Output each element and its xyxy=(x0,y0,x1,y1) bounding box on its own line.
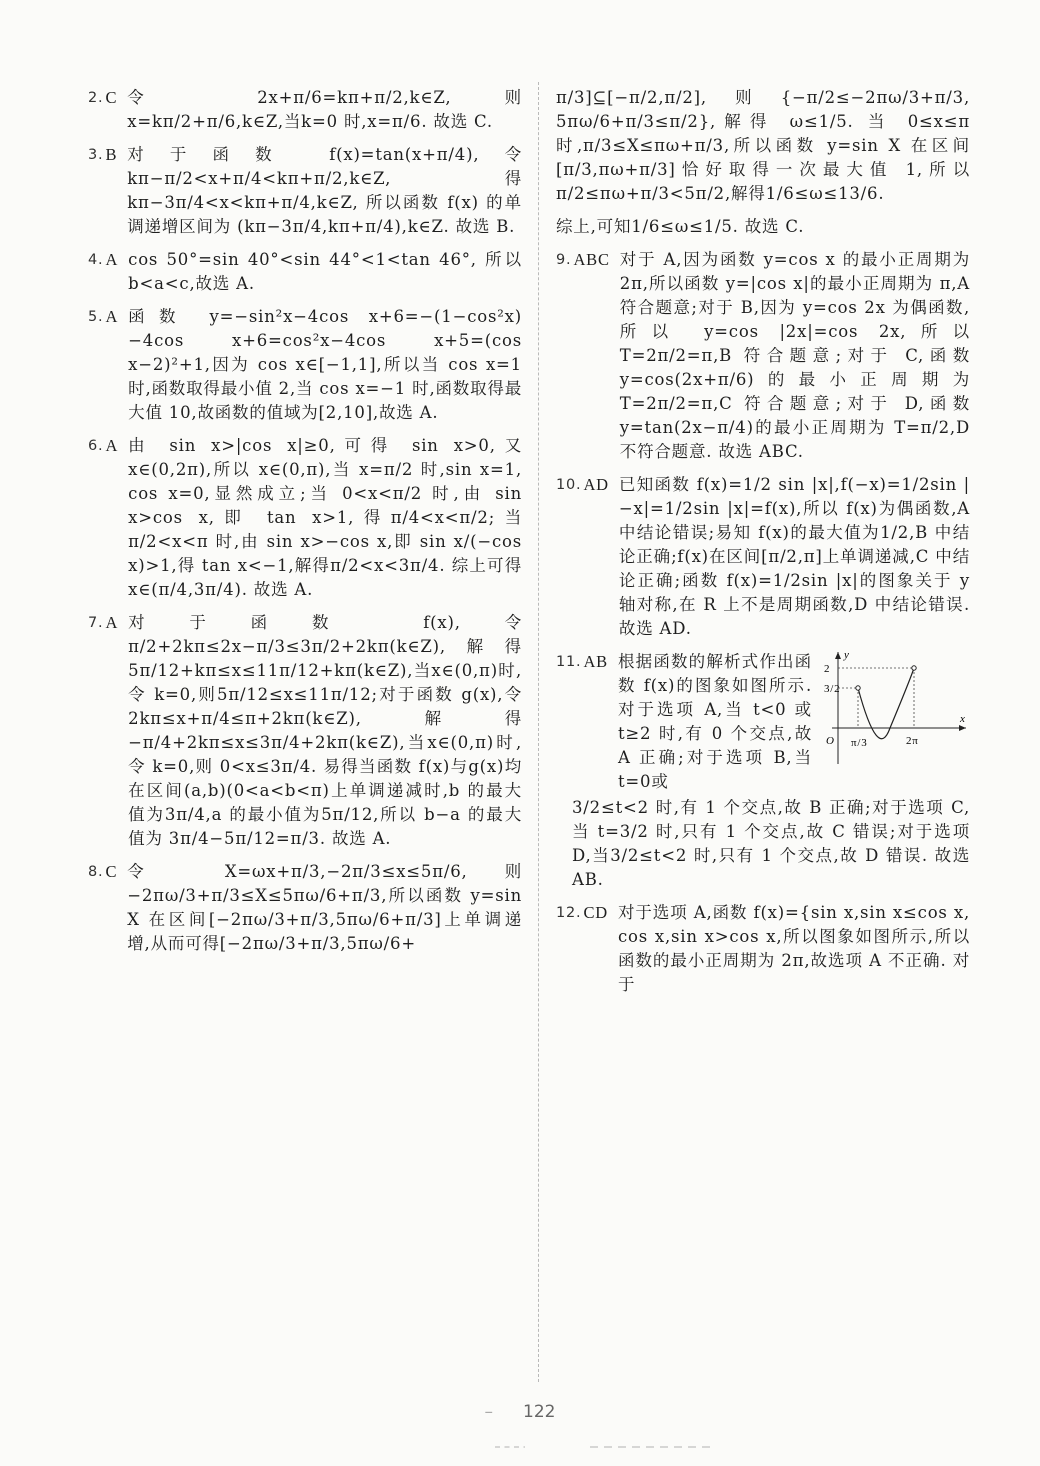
item-answer: AD xyxy=(583,475,609,494)
item-answer: ABC xyxy=(573,250,610,269)
item-text: 由 sin x>|cos x|≥0,可得 sin x>0,又 x∈(0,2π),所以 x∈(0,π),当 x=π/2 时,sin x=1, cos x=0,显然成立;当 0<x<π/2 时,由 sin x>cos x,即 tan x>1,得π/4<x<π/2;当π/2<x<π 时,由 sin x>−cos x,即 sin x/(−cos x)>1,得 tan x<−1,解得π/2<x<3π/4. 综上可得 x∈(π/4,3π/4). 故选 A. xyxy=(128,436,522,599)
item-number: 8. xyxy=(88,864,104,880)
item-answer: A xyxy=(105,436,119,455)
item-text: 对于 A,因为函数 y=cos x 的最小正周期为 2π,所以函数 y=|cos x|的最小正周期为 π,A 符合题意;对于 B,因为 y=cos 2x 为偶函数,所以 y=cos |2x|=cos 2x,所以 T=2π/2=π,B 符合题意;对于 C,函数 y=cos(2x+π/6)的最小正周期为 T=2π/2=π,C 符合题意;对于 D,函数 y=tan(2x−π/4)的最小正周期为 T=π/2,D 不符合题意. 故选 ABC. xyxy=(619,250,970,461)
item-number: 11. xyxy=(556,654,582,670)
open-endpoint xyxy=(856,686,860,690)
right-column xyxy=(556,86,970,1370)
item-text: cos 50°=sin 40°<sin 44°<1<tan 46°, 所以 b<a<c,故选 A. xyxy=(128,250,522,293)
solution-item-11 xyxy=(556,650,970,794)
open-endpoint xyxy=(912,666,916,670)
item-11-continuation: 3/2≤t<2 时,有 1 个交点,故 B 正确;对于选项 C,当 t=3/2 时,只有 1 个交点,故 C 错误;对于选项 D,当3/2≤t<2 时,只有 1 个交点,故 D 错误. 故选 AB. xyxy=(572,798,970,889)
item-number: 9. xyxy=(556,252,572,268)
item-answer: A xyxy=(105,613,119,632)
item-11-body xyxy=(618,650,970,794)
item-text: 对于选项 A,函数 f(x)={sin x,sin x≤cos x, cos x,sin x>cos x,所以图象如图所示,所以函数的最小正周期为 2π,故选项 A 不正确. 对于 xyxy=(618,903,970,994)
solution-item xyxy=(556,473,970,641)
item-8-continuation: π/3]⊆[−π/2,π/2],则{−π/2≤−2πω/3+π/3, 5πω/6+π/3≤π/2},解得 ω≤1/5. 当 0≤x≤π 时,π/3≤X≤πω+π/3,所以函数 y=sin X 在区间[π/3,πω+π/3]恰好取得一次最大值 1,所以π/2≤πω+π/3<5π/2,解得1/6≤ω≤13/6. xyxy=(556,88,970,203)
item-answer: C xyxy=(105,862,118,881)
item-number: 3. xyxy=(88,147,104,163)
item-answer: CD xyxy=(583,903,608,922)
footer-decoration xyxy=(0,1446,1040,1448)
item-text: 令 X=ωx+π/3,−2π/3≤x≤5π/6,则−2πω/3+π/3≤X≤5πω/6+π/3,所以函数 y=sin X 在区间[−2πω/3+π/3,5πω/6+π/3]上单调递增,从而可得[−2πω/3+π/3,5πω/6+ xyxy=(127,862,522,953)
solution-item xyxy=(88,434,522,602)
page-number xyxy=(0,1402,1040,1422)
x-tick-label: 2π xyxy=(906,735,919,747)
item-text: 根据函数的解析式作出函数 f(x)的图象如图所示. 对于选项 A,当 t<0 或 t≥2 时,有 0 个交点,故 A 正确;对于选项 B,当t=0或 xyxy=(618,652,812,791)
item-text: 对于函数 f(x)=tan(x+π/4),令 kπ−π/2<x+π/4<kπ+π/2,k∈Z,得 kπ−3π/4<x<kπ+π/4,k∈Z, 所以函数 f(x) 的单调递增区间为 (kπ−3π/4,kπ+π/4),k∈Z. 故选 B. xyxy=(127,145,522,236)
solution-item xyxy=(88,86,522,134)
item-answer: AB xyxy=(583,652,608,671)
column-divider xyxy=(538,82,539,1382)
solution-item xyxy=(88,611,522,851)
solution-item xyxy=(88,143,522,239)
item-number: 4. xyxy=(88,252,104,268)
item-number: 6. xyxy=(88,438,104,454)
item-number: 10. xyxy=(556,477,582,493)
page-number-text: 122 xyxy=(523,1402,556,1422)
item-text: 已知函数 f(x)=1/2 sin |x|,f(−x)=1/2sin |−x|=1/2sin |x|=f(x),所以 f(x)为偶函数,A 中结论错误;易知 f(x)的最大值为1/2,B 中结论正确;f(x)在区间[π/2,π]上单调递减,C 中结论正确;函数 f(x)=1/2sin |x|的图象关于 y 轴对称,在 R 上不是周期函数,D 中结论错误. 故选 AD. xyxy=(618,475,970,638)
page-dash: – xyxy=(484,1402,494,1422)
x-tick-label: π/3 xyxy=(851,737,868,749)
y-axis-label: y xyxy=(844,649,850,661)
item-number: 2. xyxy=(88,90,104,106)
origin-label: O xyxy=(826,735,835,747)
item-answer: A xyxy=(105,250,119,269)
item-text: 对于函数 f(x),令π/2+2kπ≤2x−π/3≤3π/2+2kπ(k∈Z),解得5π/12+kπ≤x≤11π/12+kπ(k∈Z),当x∈(0,π)时,令 k=0,则5π/12≤x≤11π/12;对于函数 g(x),令 2kπ≤x+π/4≤π+2kπ(k∈Z),解得−π/4+2kπ≤x≤3π/4+2kπ(k∈Z),当x∈(0,π)时,令 k=0,则 0<x≤3π/4. 易得当函数 f(x)与g(x)均在区间(a,b)(0<a<b<π)上单调递减时,b 的最大值为3π/4,a 的最小值为5π/12,所以 b−a 的最大值为 3π/4−5π/12=π/3. 故选 A. xyxy=(128,613,522,848)
y-tick-label: 2 xyxy=(824,663,831,675)
solution-item xyxy=(556,248,970,464)
item-8-conclusion: 综上,可知1/6≤ω≤1/5. 故选 C. xyxy=(556,217,805,236)
item-number: 5. xyxy=(88,309,104,325)
item-number: 12. xyxy=(556,905,582,921)
solution-item xyxy=(88,860,522,956)
y-axis-arrow xyxy=(835,652,841,659)
y-tick-label: 3/2 xyxy=(824,683,841,695)
x-axis-label: x xyxy=(960,713,966,725)
item-text: 函数 y=−sin²x−4cos x+6=−(1−cos²x)−4cos x+6=cos²x−4cos x+5=(cos x−2)²+1,因为 cos x∈[−1,1],所以当 cos x=1 时,函数取得最小值 2,当 cos x=−1 时,函数取得最大值 10,故函数的值域为[2,10],故选 A. xyxy=(128,307,522,422)
solution-item xyxy=(88,305,522,425)
item-answer: B xyxy=(105,145,118,164)
item-text: 令 2x+π/6=kπ+π/2,k∈Z,则 x=kπ/2+π/6,k∈Z,当k=0 时,x=π/6. 故选 C. xyxy=(127,88,522,131)
left-column xyxy=(88,86,522,1370)
item-answer: C xyxy=(105,88,118,107)
item-answer: A xyxy=(105,307,119,326)
item-number: 7. xyxy=(88,615,104,631)
function-graph xyxy=(820,646,970,766)
x-axis-arrow xyxy=(959,725,966,731)
solution-item xyxy=(88,248,522,296)
solution-item xyxy=(556,901,970,997)
